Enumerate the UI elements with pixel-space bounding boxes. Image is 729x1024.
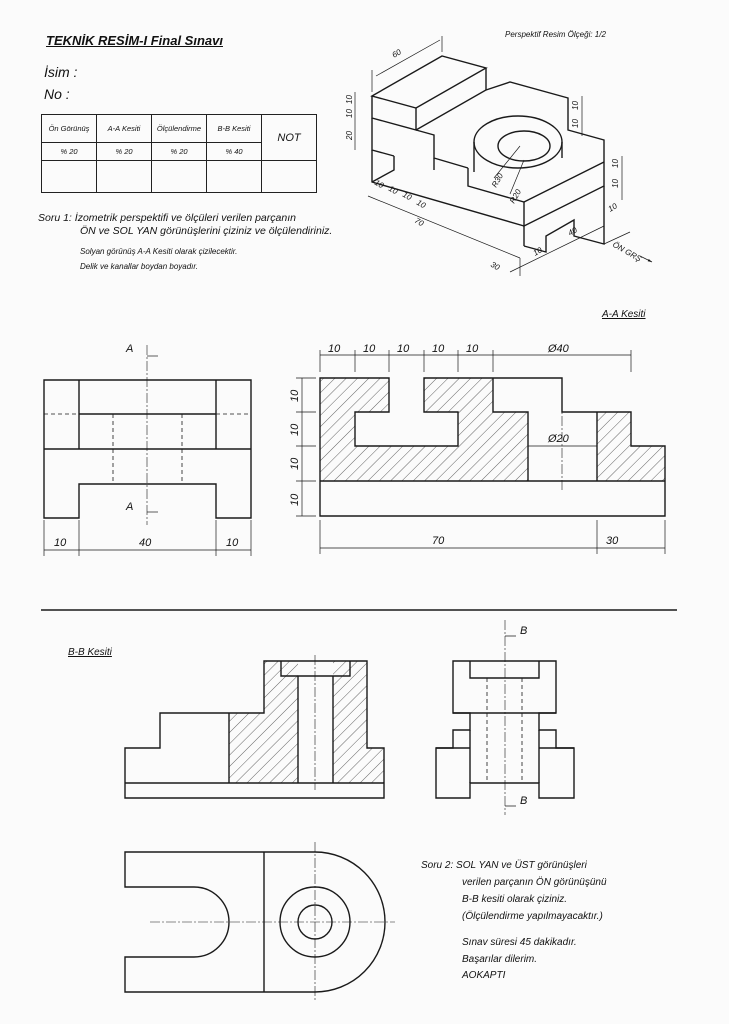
aa-top-dim-2: 10 (363, 343, 376, 355)
question1-note2: Delik ve kanallar boydan boyadır. (80, 262, 198, 271)
section-label-b-bottom: B (520, 795, 528, 807)
iso-dim-b10c: 10 (401, 189, 414, 203)
section-aa-title: A-A Kesiti (602, 309, 646, 320)
left-side-view (436, 620, 574, 815)
iso-dim-40: 40 (566, 225, 579, 238)
name-label: İsim : (44, 64, 78, 80)
question1-line2: ÖN ve SOL YAN görünüşlerini çiziniz ve ölçülendiriniz. (80, 225, 333, 237)
section-label-a-bottom: A (126, 501, 134, 513)
front-dim-right: 10 (226, 537, 239, 549)
aa-left-dim-2: 10 (289, 423, 301, 436)
aa-top-dim-5: 10 (466, 343, 479, 355)
section-label-b-top: B (520, 625, 528, 637)
section-bb-title: B-B Kesiti (68, 647, 112, 658)
grade-header-not: NOT (262, 115, 317, 161)
iso-dim-20: 20 (345, 131, 354, 140)
iso-dim-70: 70 (413, 215, 426, 229)
iso-dim-r10d: 10 (611, 179, 620, 188)
iso-dim-r20: R20 (507, 187, 524, 205)
section-aa-view (289, 343, 665, 554)
section-label-a-top: A (126, 343, 134, 355)
question2-line3: B-B kesiti olarak çiziniz. (462, 894, 568, 905)
iso-dim-b10a: 10 (373, 177, 386, 191)
aa-left-dim-1: 10 (289, 389, 301, 402)
grade-header: B-B Kesiti (207, 115, 262, 143)
aa-dia40: Ø40 (548, 343, 569, 355)
iso-dim-10e: 10 (531, 245, 544, 258)
iso-dim-r10a: 10 (571, 101, 580, 110)
iso-dim-b10d: 10 (415, 197, 428, 211)
grade-header: Ön Görünüş (42, 115, 97, 143)
aa-top-dim-1: 10 (328, 343, 341, 355)
front-dim-mid: 40 (139, 537, 152, 549)
grade-percent: % 20 (152, 143, 207, 161)
section-bb-view (125, 655, 384, 798)
question1-note1: Solyan görünüş A-A Kesiti olarak çizilecektir. (80, 247, 238, 256)
iso-dim-r10c: 10 (611, 159, 620, 168)
front-dim-left: 10 (54, 537, 67, 549)
iso-dim-10f: 10 (606, 201, 619, 214)
iso-dim-30: 30 (489, 259, 502, 273)
iso-dim-10b: 10 (345, 109, 354, 118)
iso-dim-b10b: 10 (387, 183, 400, 197)
aa-top-dim-3: 10 (397, 343, 410, 355)
iso-dim-60: 60 (390, 47, 403, 60)
question2-wishes: Başarılar dilerim. (462, 954, 538, 965)
scale-note: Perspektif Resim Ölçeği: 1/2 (505, 30, 606, 39)
isometric-view (345, 36, 652, 276)
iso-dim-r10b: 10 (571, 119, 580, 128)
question2-line4: (Ölçülendirme yapılmayacaktır.) (462, 911, 603, 922)
aa-left-dim-3: 10 (289, 457, 301, 470)
iso-dim-r30: R30 (489, 171, 506, 189)
aa-bottom-dim-70: 70 (432, 535, 445, 547)
front-direction-label: ÖN GRŞ (611, 239, 643, 264)
iso-dim-10a: 10 (345, 95, 354, 104)
question2-duration: Sınav süresi 45 dakikadır. (462, 937, 577, 948)
grade-percent: % 20 (42, 143, 97, 161)
exam-title: TEKNİK RESİM-I Final Sınavı (46, 33, 223, 48)
aa-dia20: Ø20 (548, 433, 569, 445)
grade-percent: % 20 (97, 143, 152, 161)
aa-left-dim-4: 10 (289, 493, 301, 506)
front-view (44, 343, 251, 556)
top-view (125, 842, 395, 1000)
number-label: No : (44, 86, 70, 102)
question1-line1: Soru 1: İzometrik perspektifi ve ölçüleri verilen parçanın (38, 212, 296, 224)
aa-bottom-dim-30: 30 (606, 535, 619, 547)
question2-line1: Soru 2: SOL YAN ve ÜST görünüşleri (421, 860, 587, 871)
aa-top-dim-4: 10 (432, 343, 445, 355)
question2-line2: verilen parçanın ÖN görünüşünü (462, 877, 607, 888)
grade-header: A-A Kesiti (97, 115, 152, 143)
question2-author: AOKAPTI (462, 970, 506, 981)
grade-header: Ölçülendirme (152, 115, 207, 143)
grade-percent: % 40 (207, 143, 262, 161)
